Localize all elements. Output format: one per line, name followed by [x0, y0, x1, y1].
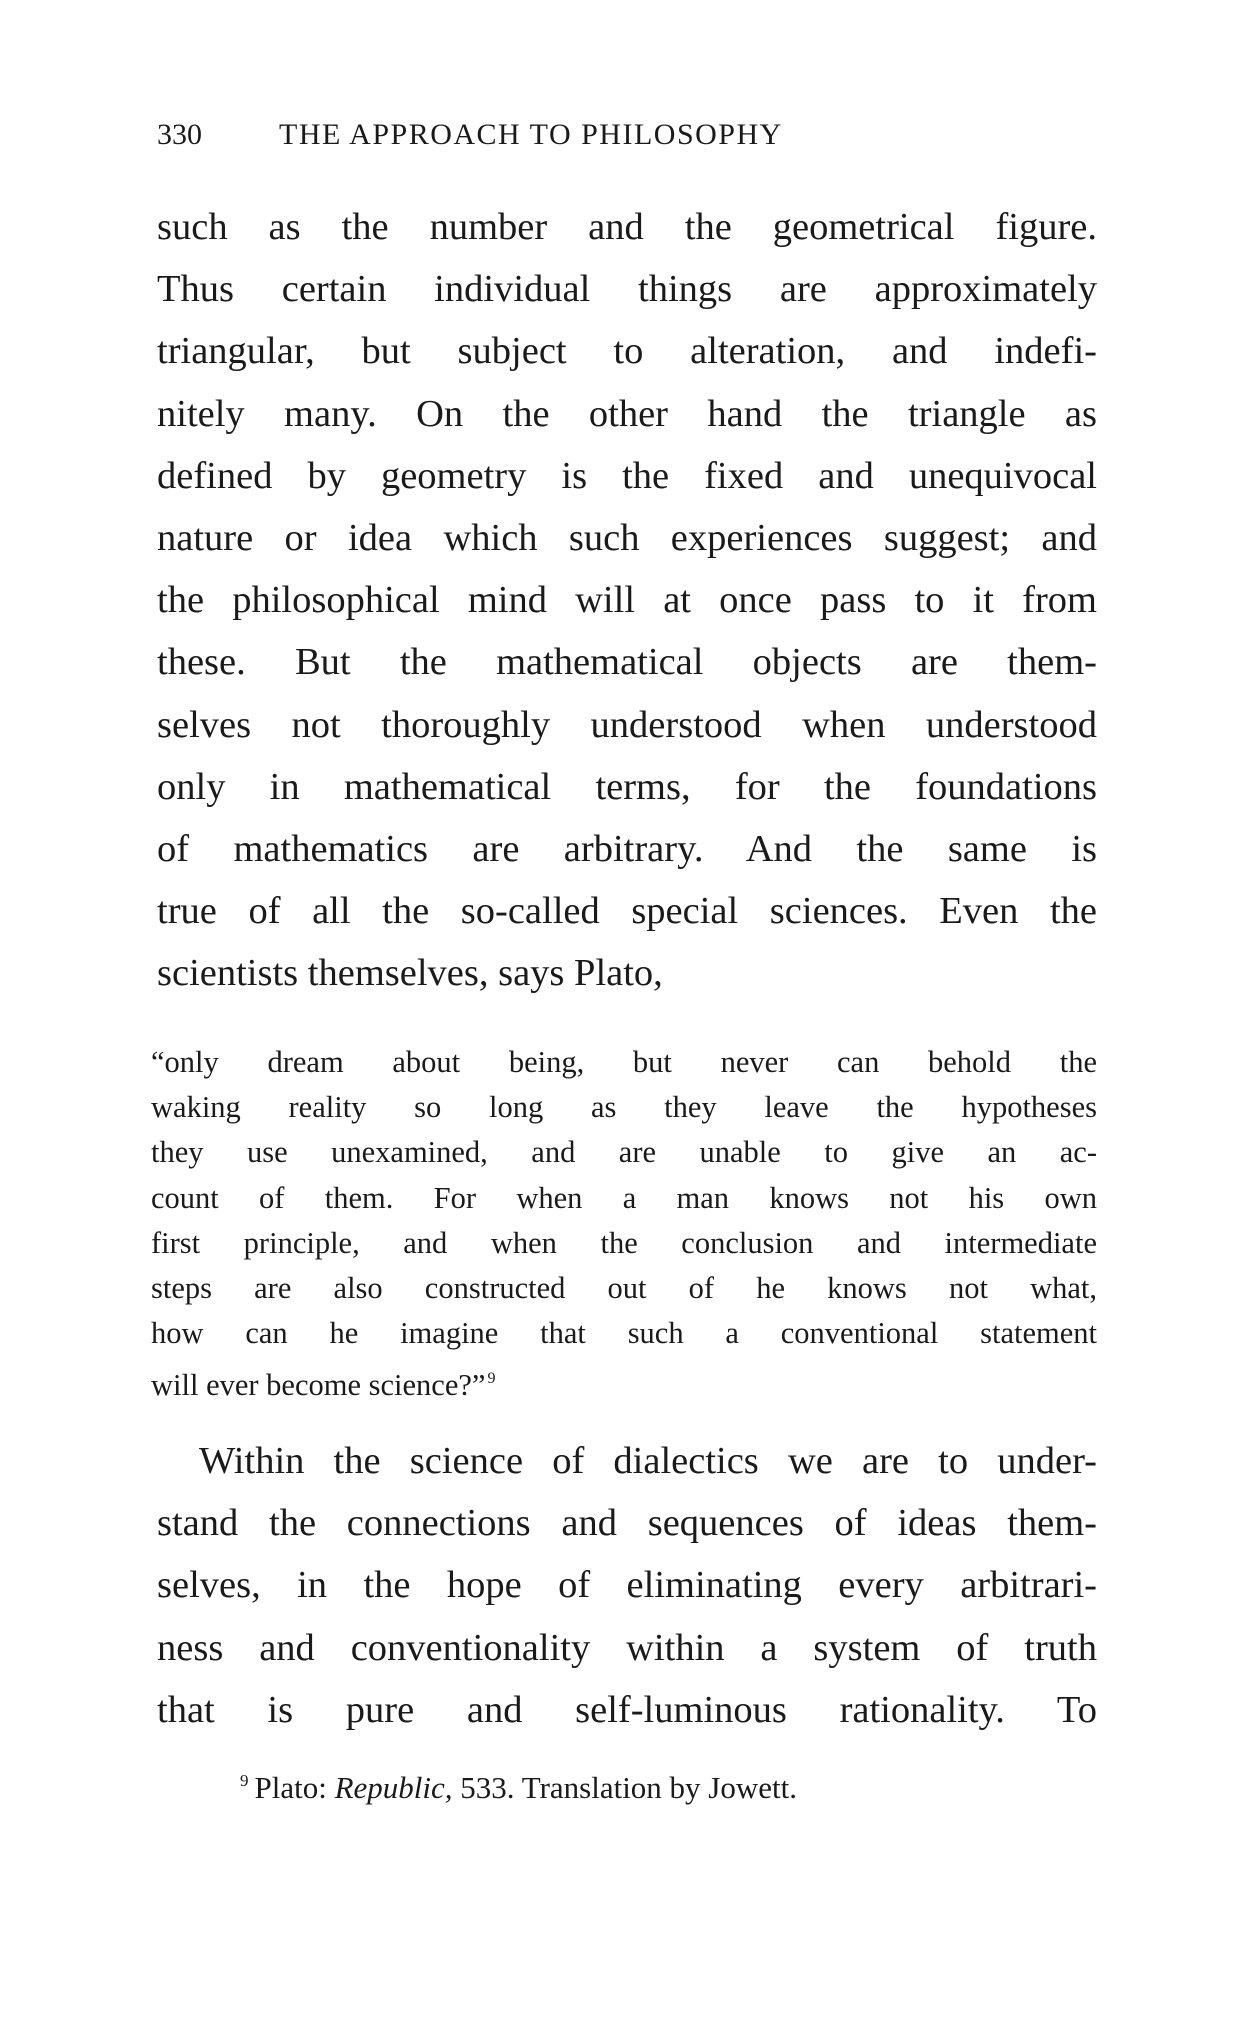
- quote-line: how can he imagine that such a conventional statement: [151, 1316, 1097, 1351]
- footnote-author: Plato:: [254, 1770, 327, 1805]
- running-header: [157, 118, 1057, 152]
- text-line: selves, in the hope of eliminating every arbitrari-: [157, 1564, 1097, 1607]
- footnote-work-title: Republic,: [334, 1770, 453, 1805]
- quote-line: count of them. For when a man knows not his own: [151, 1180, 1097, 1215]
- text-line: stand the connections and sequences of ideas them-: [157, 1502, 1097, 1545]
- text-line: these. But the mathematical objects are them-: [157, 641, 1097, 684]
- footnote-citation: 533. Translation by Jowett.: [460, 1770, 797, 1805]
- text-line: scientists themselves, says Plato,: [157, 952, 663, 995]
- text-line: the philosophical mind will at once pass to it from: [157, 579, 1097, 622]
- running-title: THE APPROACH TO PHILOSOPHY: [279, 118, 783, 151]
- text-line: triangular, but subject to alteration, and indefi-: [157, 330, 1097, 373]
- text-line: true of all the so-called special sciences. Even the: [157, 890, 1097, 933]
- text-line: nitely many. On the other hand the triangle as: [157, 392, 1097, 435]
- text-line: such as the number and the geometrical figure.: [157, 206, 1097, 248]
- text-line: defined by geometry is the fixed and unequivocal: [157, 454, 1097, 497]
- paragraph-1: [157, 196, 1097, 1005]
- text-line: that is pure and self-luminous rationality. To: [157, 1688, 1097, 1731]
- text-line: selves not thoroughly understood when understood: [157, 703, 1097, 746]
- text-line: nature or idea which such experiences suggest; and: [157, 517, 1097, 560]
- footnote-reference: 9: [487, 1370, 496, 1388]
- paragraph-2: [157, 1430, 1097, 1741]
- quote-line: first principle, and when the conclusion and intermediate: [151, 1225, 1097, 1260]
- footnote-marker: 9: [240, 1771, 249, 1790]
- block-quotation: [151, 1040, 1097, 1409]
- page-number: 330: [157, 118, 202, 151]
- quote-line-text: will ever become science?”: [151, 1368, 486, 1403]
- text-line: ness and conventionality within a system of truth: [157, 1626, 1097, 1669]
- text-line: Thus certain individual things are approximately: [157, 268, 1097, 311]
- quote-line: waking reality so long as they leave the hypotheses: [151, 1090, 1097, 1125]
- text-line: Within the science of dialectics we are to under-: [199, 1440, 1097, 1482]
- quote-line: they use unexamined, and are unable to give an ac-: [151, 1135, 1097, 1170]
- quote-line: “only dream about being, but never can behold the: [151, 1045, 1097, 1079]
- text-line: of mathematics are arbitrary. And the same is: [157, 828, 1097, 871]
- footnote: [240, 1770, 1040, 1806]
- text-line: only in mathematical terms, for the foundations: [157, 765, 1097, 808]
- quote-line: steps are also constructed out of he knows not what,: [151, 1271, 1097, 1306]
- quote-line-last: [151, 1356, 1097, 1408]
